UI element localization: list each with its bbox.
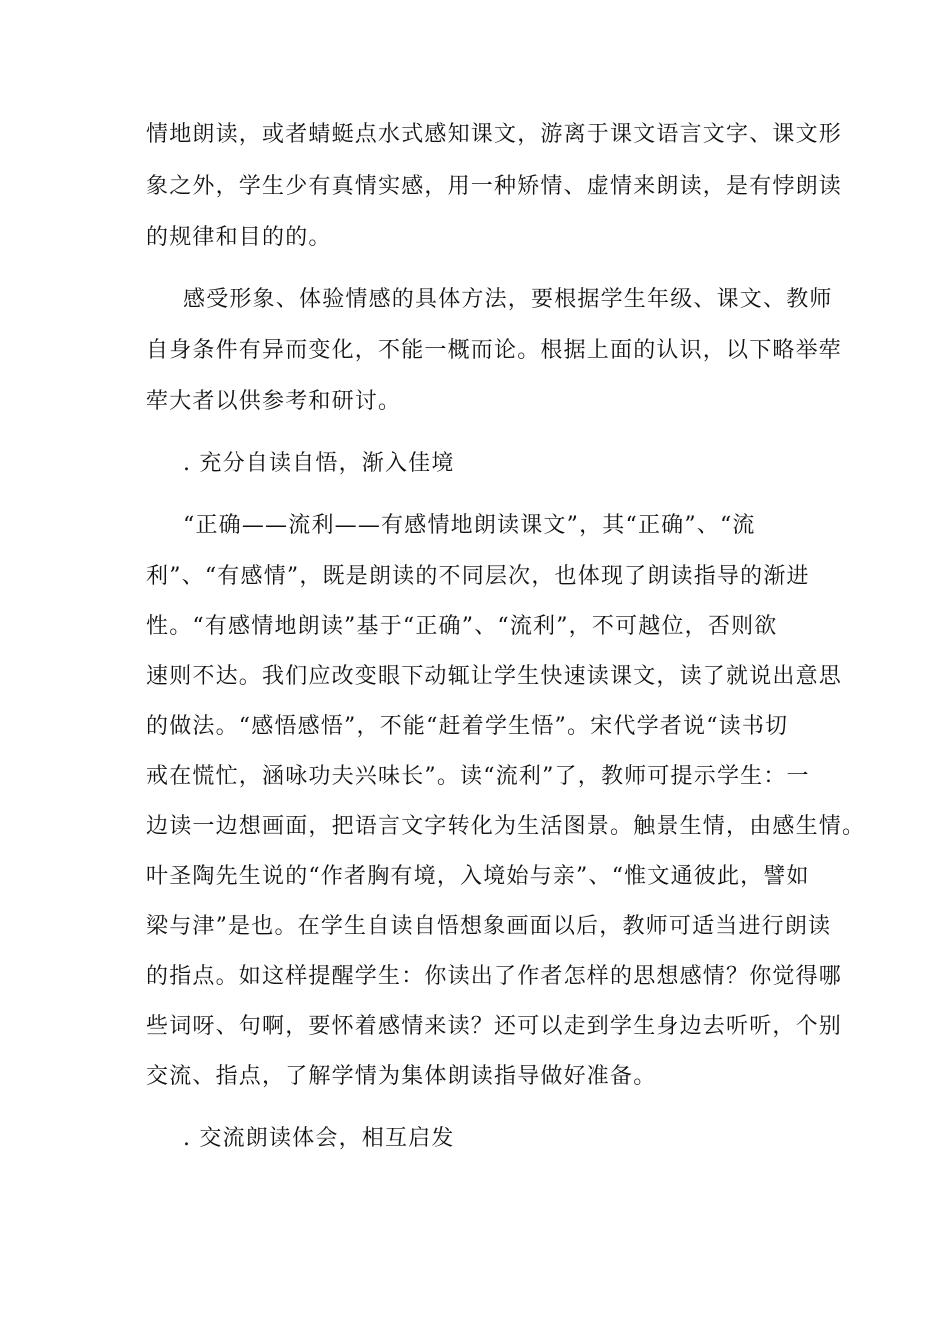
paragraph-3-line-2: 利”、“有感情”，既是朗读的不同层次，也体现了朗读指导的渐进 bbox=[146, 564, 810, 589]
section-heading-2: . 交流朗读体会，相互启发 bbox=[183, 1126, 455, 1151]
paragraph-1-line-3: 的规律和目的的。 bbox=[146, 225, 332, 250]
paragraph-3-line-6: 戒在慌忙，涵咏功夫兴味长”。读“流利”了，教师可提示学生：一 bbox=[146, 764, 810, 789]
paragraph-3-line-8: 叶圣陶先生说的“作者胸有境，入境始与亲”、“惟文通彼此，譬如 bbox=[146, 864, 810, 889]
paragraph-3-line-3: 性。“有感情地朗读”基于“正确”、“流利”，不可越位，否则欲 bbox=[146, 614, 778, 639]
paragraph-3-line-4: 速则不达。我们应改变眼下动辄让学生快速读课文，读了就说出意思 bbox=[146, 664, 843, 689]
paragraph-3-line-9: 梁与津”是也。在学生自读自悟想象画面以后，教师可适当进行朗读 bbox=[146, 914, 832, 939]
paragraph-1-line-2: 象之外，学生少有真情实感，用一种矫情、虚情来朗读，是有悖朗读 bbox=[146, 174, 843, 199]
paragraph-3-line-10: 的指点。如这样提醒学生：你读出了作者怎样的思想感情？你觉得哪 bbox=[146, 964, 843, 989]
paragraph-3-line-1: “正确——流利——有感情地朗读课文”，其“正确”、“流 bbox=[183, 513, 756, 538]
paragraph-2-line-1: 感受形象、体验情感的具体方法，要根据学生年级、课文、教师 bbox=[183, 287, 833, 312]
paragraph-3-line-12: 交流、指点，了解学情为集体朗读指导做好准备。 bbox=[146, 1064, 657, 1089]
section-heading-1: . 充分自读自悟，渐入佳境 bbox=[183, 451, 455, 476]
paragraph-2-line-2: 自身条件有异而变化，不能一概而论。根据上面的认识，以下略举荦 bbox=[146, 338, 843, 363]
paragraph-2-line-3: 荦大者以供参考和研讨。 bbox=[146, 389, 402, 414]
paragraph-1-line-1: 情地朗读，或者蜻蜓点水式感知课文，游离于课文语言文字、课文形 bbox=[146, 122, 843, 147]
paragraph-3-line-11: 些词呀、句啊，要怀着感情来读？还可以走到学生身边去听听，个别 bbox=[146, 1014, 843, 1039]
paragraph-3-line-5: 的做法。“感悟感悟”，不能“赶着学生悟”。宋代学者说“读书切 bbox=[146, 714, 789, 739]
paragraph-3-line-7: 边读一边想画面，把语言文字转化为生活图景。触景生情，由感生情。 bbox=[146, 814, 866, 839]
